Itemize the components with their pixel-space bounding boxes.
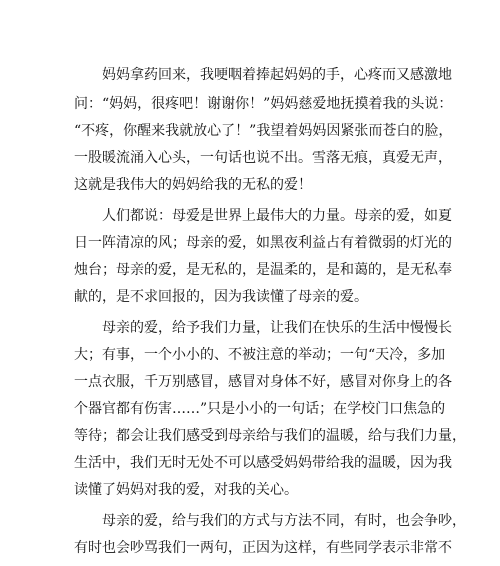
paragraph-line — [0, 118, 500, 144]
paragraph-line — [0, 230, 500, 256]
paragraph-line — [0, 342, 500, 368]
line-text: 人们都说：母爱是世界上最伟大的力量。母亲的爱，如夏 — [102, 208, 452, 224]
paragraph-line — [0, 62, 500, 88]
line-text: 日一阵清凉的风；母亲的爱，如黑夜利益占有着微弱的灯光的 — [74, 235, 452, 251]
line-text: 问：“妈妈，很疼吧！谢谢你！”妈妈慈爱地抚摸着我的头说： — [74, 96, 453, 112]
line-text: “不疼，你醒来我就放心了！”我望着妈妈因紧张而苍白的脸， — [74, 123, 453, 139]
paragraph-line — [0, 145, 500, 171]
paragraph-line — [0, 369, 500, 395]
paragraph-line — [0, 315, 500, 341]
line-text: 妈妈拿药回来，我哽咽着捧起妈妈的手，心疼而又感激地 — [102, 67, 452, 83]
paragraph-line — [0, 508, 500, 534]
paragraph-line — [0, 257, 500, 283]
line-text: 有时也会吵骂我们一两句，正因为这样，有些同学表示非常不 — [74, 540, 452, 556]
line-text: 个器官都有伤害……”只是小小的一句话；在学校门口焦急的 — [74, 401, 446, 417]
line-text: 一股暖流涌入心头，一句话也说不出。雪落无痕，真爱无声， — [74, 150, 452, 166]
line-text: 一点衣服，千万别感冒，感冒对身体不好，感冒对你身上的各 — [74, 374, 452, 390]
line-text: 读懂了妈妈对我的爱，对我的关心。 — [74, 482, 298, 498]
line-text: 烛台；母亲的爱，是无私的，是温柔的，是和蔼的，是无私奉 — [74, 262, 452, 278]
line-text: 母亲的爱，给予我们力量，让我们在快乐的生活中慢慢长 — [102, 320, 452, 336]
line-text: 献的，是不求回报的，因为我读懂了母亲的爱。 — [74, 289, 368, 305]
paragraph-line — [0, 535, 500, 561]
paragraph-line — [0, 423, 500, 449]
line-text: 这就是我伟大的妈妈给我的无私的爱！ — [74, 177, 312, 193]
paragraph-line — [0, 91, 500, 117]
line-text: 大；有事，一个小小的、不被注意的举动；一句“天冷，多加 — [74, 347, 446, 363]
line-text: 母亲的爱，给与我们的方式与方法不同，有时，也会争吵， — [102, 513, 466, 529]
paragraph-line — [0, 172, 500, 198]
paragraph-line — [0, 284, 500, 310]
paragraph-line — [0, 203, 500, 229]
line-text: 生活中，我们无时无处不可以感受妈妈带给我的温暖，因为我 — [74, 455, 452, 471]
paragraph-line — [0, 396, 500, 422]
paragraph-line — [0, 450, 500, 476]
paragraph-line — [0, 477, 500, 503]
line-text: 等待；都会让我们感受到母亲给与我们的温暖，给与我们力量， — [74, 428, 466, 444]
